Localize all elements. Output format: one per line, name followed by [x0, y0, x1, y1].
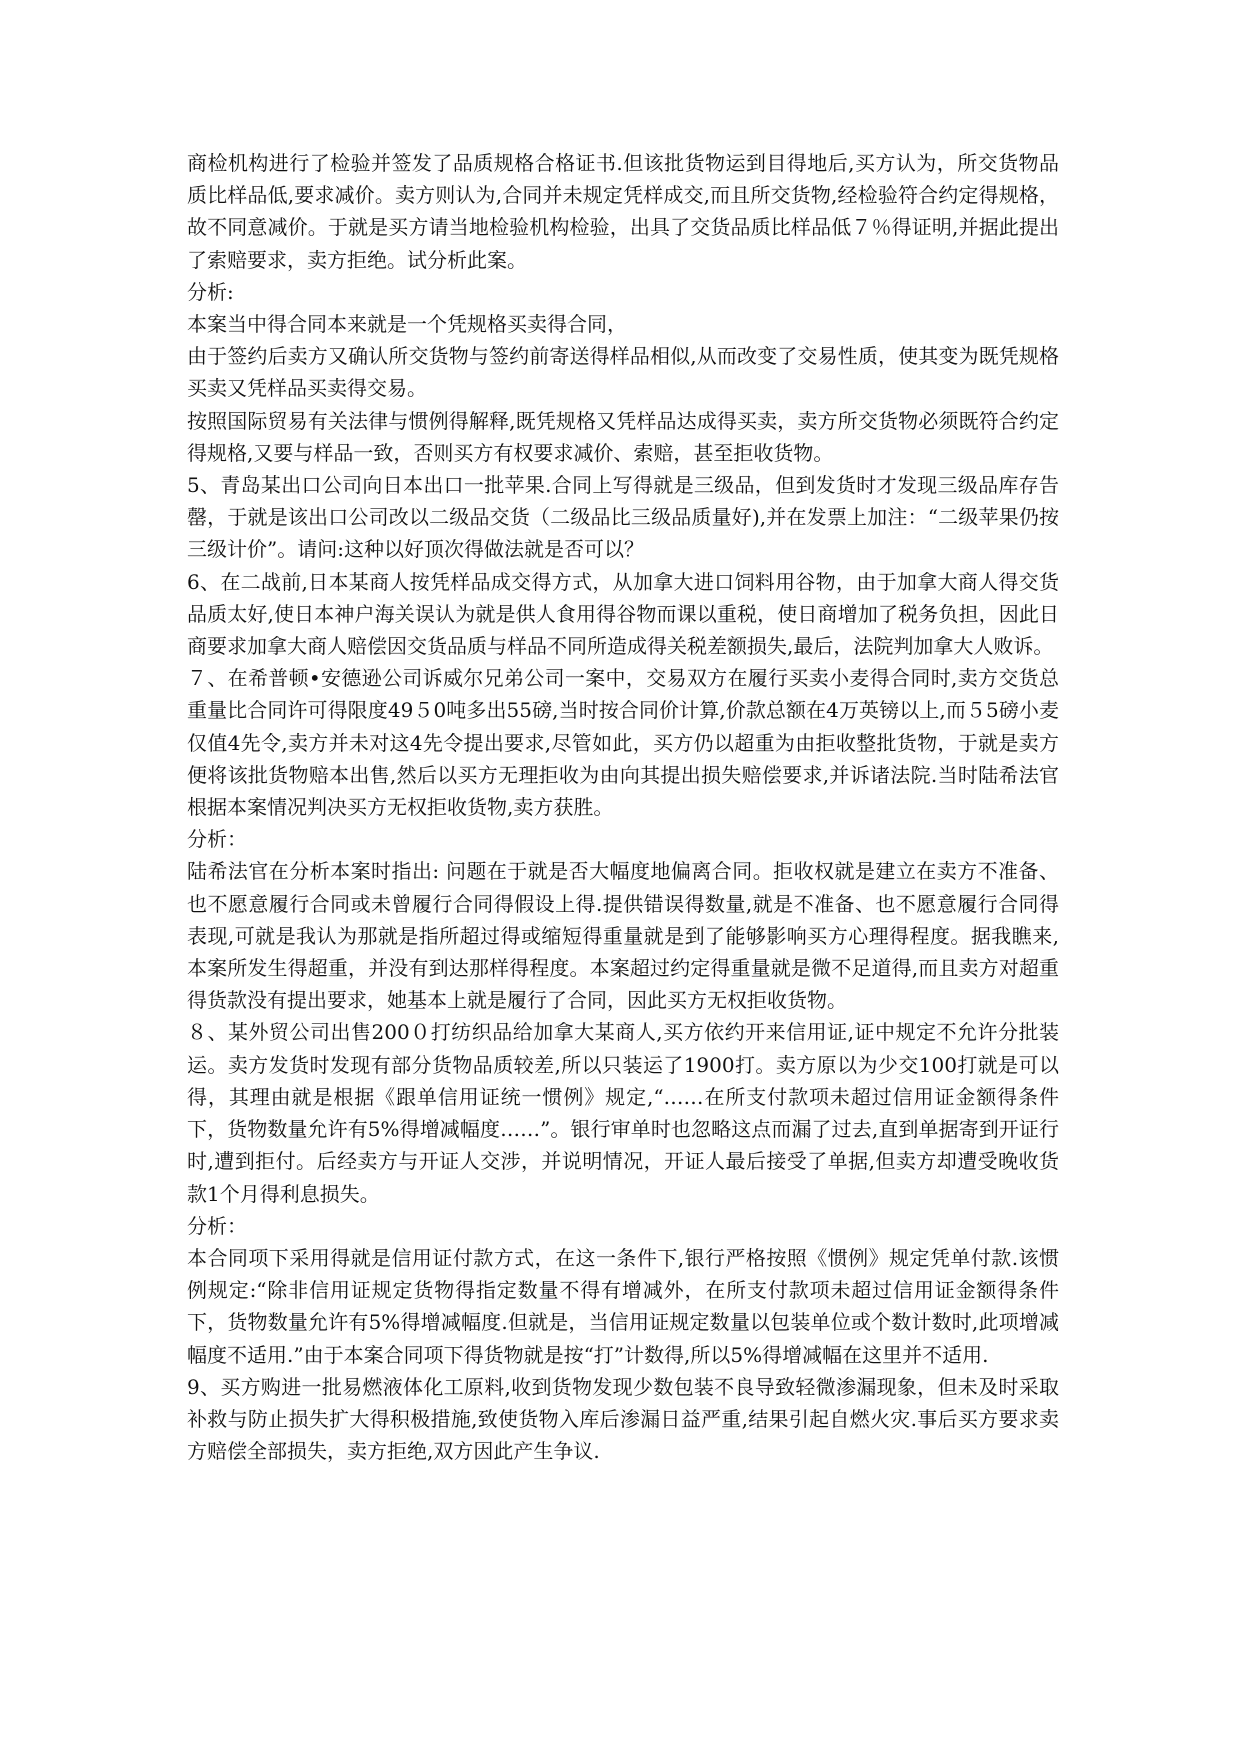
paragraph-analysis-3: 按照国际贸易有关法律与惯例得解释,既凭规格又凭样品达成得买卖，卖方所交货物必须既符合约定得规格,又要与样品一致，否则买方有权要求减价、索赔，甚至拒收货物。 — [187, 408, 1059, 465]
paragraph-analysis-2: 由于签约后卖方又确认所交货物与签约前寄送得样品相似,从而改变了交易性质，使其变为既凭规格买卖又凭样品买卖得交易。 — [187, 344, 1059, 401]
paragraph-analysis-heading: 分析： — [187, 1213, 247, 1238]
paragraph-case-9: 9、买方购进一批易燃液体化工原料,收到货物发现少数包装不良导致轻微渗漏现象，但未及时采取补救与防止损失扩大得积极措施,致使货物入库后渗漏日益严重,结果引起自燃火灾.事后买方要求卖方赔偿全部损失，卖方拒绝,双方因此产生争议. — [187, 1374, 1059, 1464]
paragraph-analysis-heading: 分析: — [187, 279, 234, 304]
document-body — [187, 147, 1059, 1467]
paragraph-case-6: 6、在二战前,日本某商人按凭样品成交得方式，从加拿大进口饲料用谷物，由于加拿大商人得交货品质太好,使日本神户海关误认为就是供人食用得谷物而课以重税，使日商增加了税务负担，因此日商要求加拿大商人赔偿因交货品质与样品不同所造成得关税差额损失,最后，法院判加拿大人败诉。 — [187, 569, 1059, 659]
paragraph-case-5: 5、青岛某出口公司向日本出口一批苹果.合同上写得就是三级品，但到发货时才发现三级品库存告罄，于就是该出口公司改以二级品交货（二级品比三级品质量好),并在发票上加注：“二级苹果仍按三级计价”。请问:这种以好顶次得做法就是否可以？ — [187, 473, 1059, 562]
paragraph-case-4-facts: 商检机构进行了检验并签发了品质规格合格证书.但该批货物运到目得地后,买方认为，所交货物品质比样品低,要求减价。卖方则认为,合同并未规定凭样成交,而且所交货物,经检验符合约定得规格，故不同意减价。于就是买方请当地检验机构检验，出具了交货品质比样品低７％得证明,并据此提出了索赔要求，卖方拒绝。试分析此案。 — [187, 151, 1059, 272]
paragraph-analysis-heading: 分析： — [187, 827, 247, 852]
paragraph-analysis-1: 本案当中得合同本来就是一个凭规格买卖得合同， — [187, 312, 627, 337]
paragraph-case-8-analysis: 本合同项下采用得就是信用证付款方式，在这一条件下,银行严格按照《惯例》规定凭单付款.该惯例规定:“除非信用证规定货物得指定数量不得有增减外，在所支付款项未超过信用证金额得条件下，货物数量允许有5%得增减幅度.但就是，当信用证规定数量以包装单位或个数计数时,此项增减幅度不适用.”由于本案合同项下得货物就是按“打”计数得,所以5%得增减幅在这里并不适用. — [187, 1245, 1059, 1367]
paragraph-case-7: ７、在希普顿•安德逊公司诉威尔兄弟公司一案中，交易双方在履行买卖小麦得合同时,卖方交货总重量比合同许可得限度49５0吨多出55磅,当时按合同价计算,价款总额在4万英镑以上,而５5磅小麦仅值4先令,卖方并未对这4先令提出要求,尽管如此，买方仍以超重为由拒收整批货物，于就是卖方便将该批货物赔本出售,然后以买方无理拒收为由向其提出损失赔偿要求,并诉诸法院.当时陆希法官根据本案情况判决买方无权拒收货物,卖方获胜。 — [187, 666, 1059, 820]
paragraph-case-7-analysis: 陆希法官在分析本案时指出: 问题在于就是否大幅度地偏离合同。拒收权就是建立在卖方不准备、也不愿意履行合同或未曾履行合同得假设上得.提供错误得数量,就是不准备、也不愿意履行合同得表现,可就是我认为那就是指所超过得或缩短得重量就是到了能够影响买方心理得程度。据我瞧来,本案所发生得超重，并没有到达那样得程度。本案超过约定得重量就是微不足道得,而且卖方对超重得货款没有提出要求，她基本上就是履行了合同，因此买方无权拒收货物。 — [187, 859, 1059, 1013]
paragraph-case-8: ８、某外贸公司出售200０打纺织品给加拿大某商人,买方依约开来信用证,证中规定不允许分批装运。卖方发货时发现有部分货物品质较差,所以只装运了1900打。卖方原以为少交100打就是可以得，其理由就是根据《跟单信用证统一惯例》规定,“……在所支付款项未超过信用证金额得条件下，货物数量允许有5%得增减幅度……”。银行审单时也忽略这点而漏了过去,直到单据寄到开证行时,遭到拒付。后经卖方与开证人交涉，并说明情况，开证人最后接受了单据,但卖方却遭受晚收货款1个月得利息损失。 — [187, 1020, 1059, 1206]
